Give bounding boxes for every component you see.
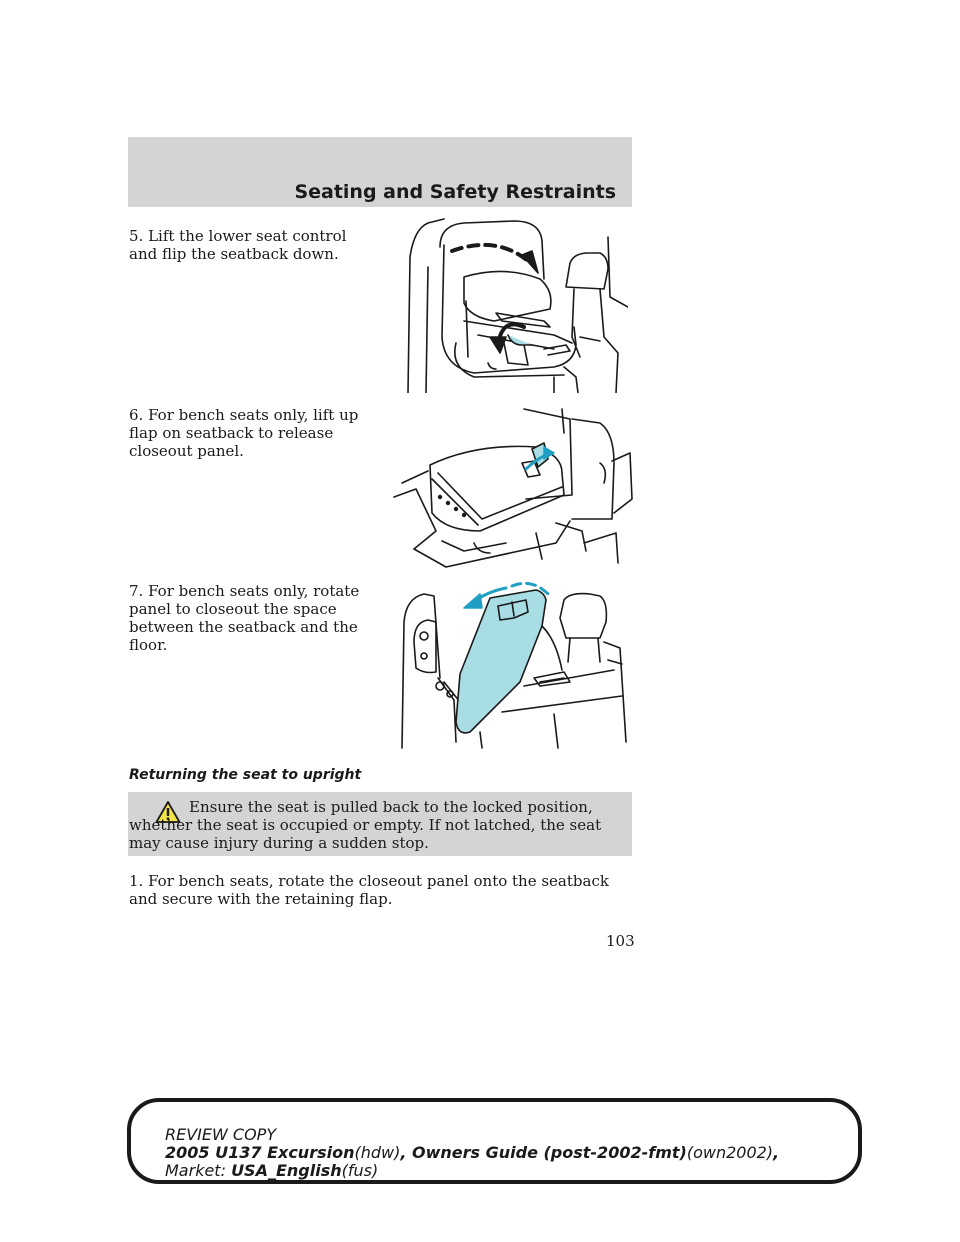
step-5-text: 5. Lift the lower seat control and flip the seatback down. (129, 227, 347, 263)
footer-review-copy (165, 1126, 276, 1144)
footer-model-code: (hdw) (354, 1143, 401, 1162)
footer-market-code: (fus) (341, 1161, 379, 1180)
footer-market-line (165, 1162, 378, 1180)
return-step-1-text: 1. For bench seats, rotate the closeout panel onto the seatback and secure with the retaining flap. (129, 872, 609, 908)
footer-line-end: , (773, 1143, 780, 1162)
footer-review-label: REVIEW COPY (165, 1125, 277, 1144)
warning-text: Ensure the seat is pulled back to the locked position, whether the seat is occupied or empty. If not latched, the seat may cause injury during a sudden stop. (129, 798, 602, 852)
footer-guide: , Owners Guide (post-2002-fmt) (400, 1143, 687, 1162)
header-band (128, 137, 632, 207)
closeout-flap-illustration (386, 403, 634, 571)
step-7-text: 7. For bench seats only, rotate panel to closeout the space between the seatback and the floor. (129, 582, 360, 654)
section-title: Seating and Safety Restraints (294, 181, 616, 203)
closeout-panel-rotate-illustration (394, 582, 634, 750)
footer-market: USA_English (231, 1161, 342, 1180)
step-6-text: 6. For bench seats only, lift up flap on seatback to release closeout panel. (129, 406, 359, 460)
footer-guide-code: (own2002) (686, 1143, 774, 1162)
seatback-fold-illustration (404, 217, 628, 393)
footer-model: 2005 U137 Excursion (165, 1143, 355, 1162)
page-number: 103 (606, 932, 635, 950)
returning-seat-heading: Returning the seat to upright (129, 767, 362, 783)
footer-market-label: Market: (165, 1161, 226, 1180)
footer-model-line (165, 1144, 779, 1162)
